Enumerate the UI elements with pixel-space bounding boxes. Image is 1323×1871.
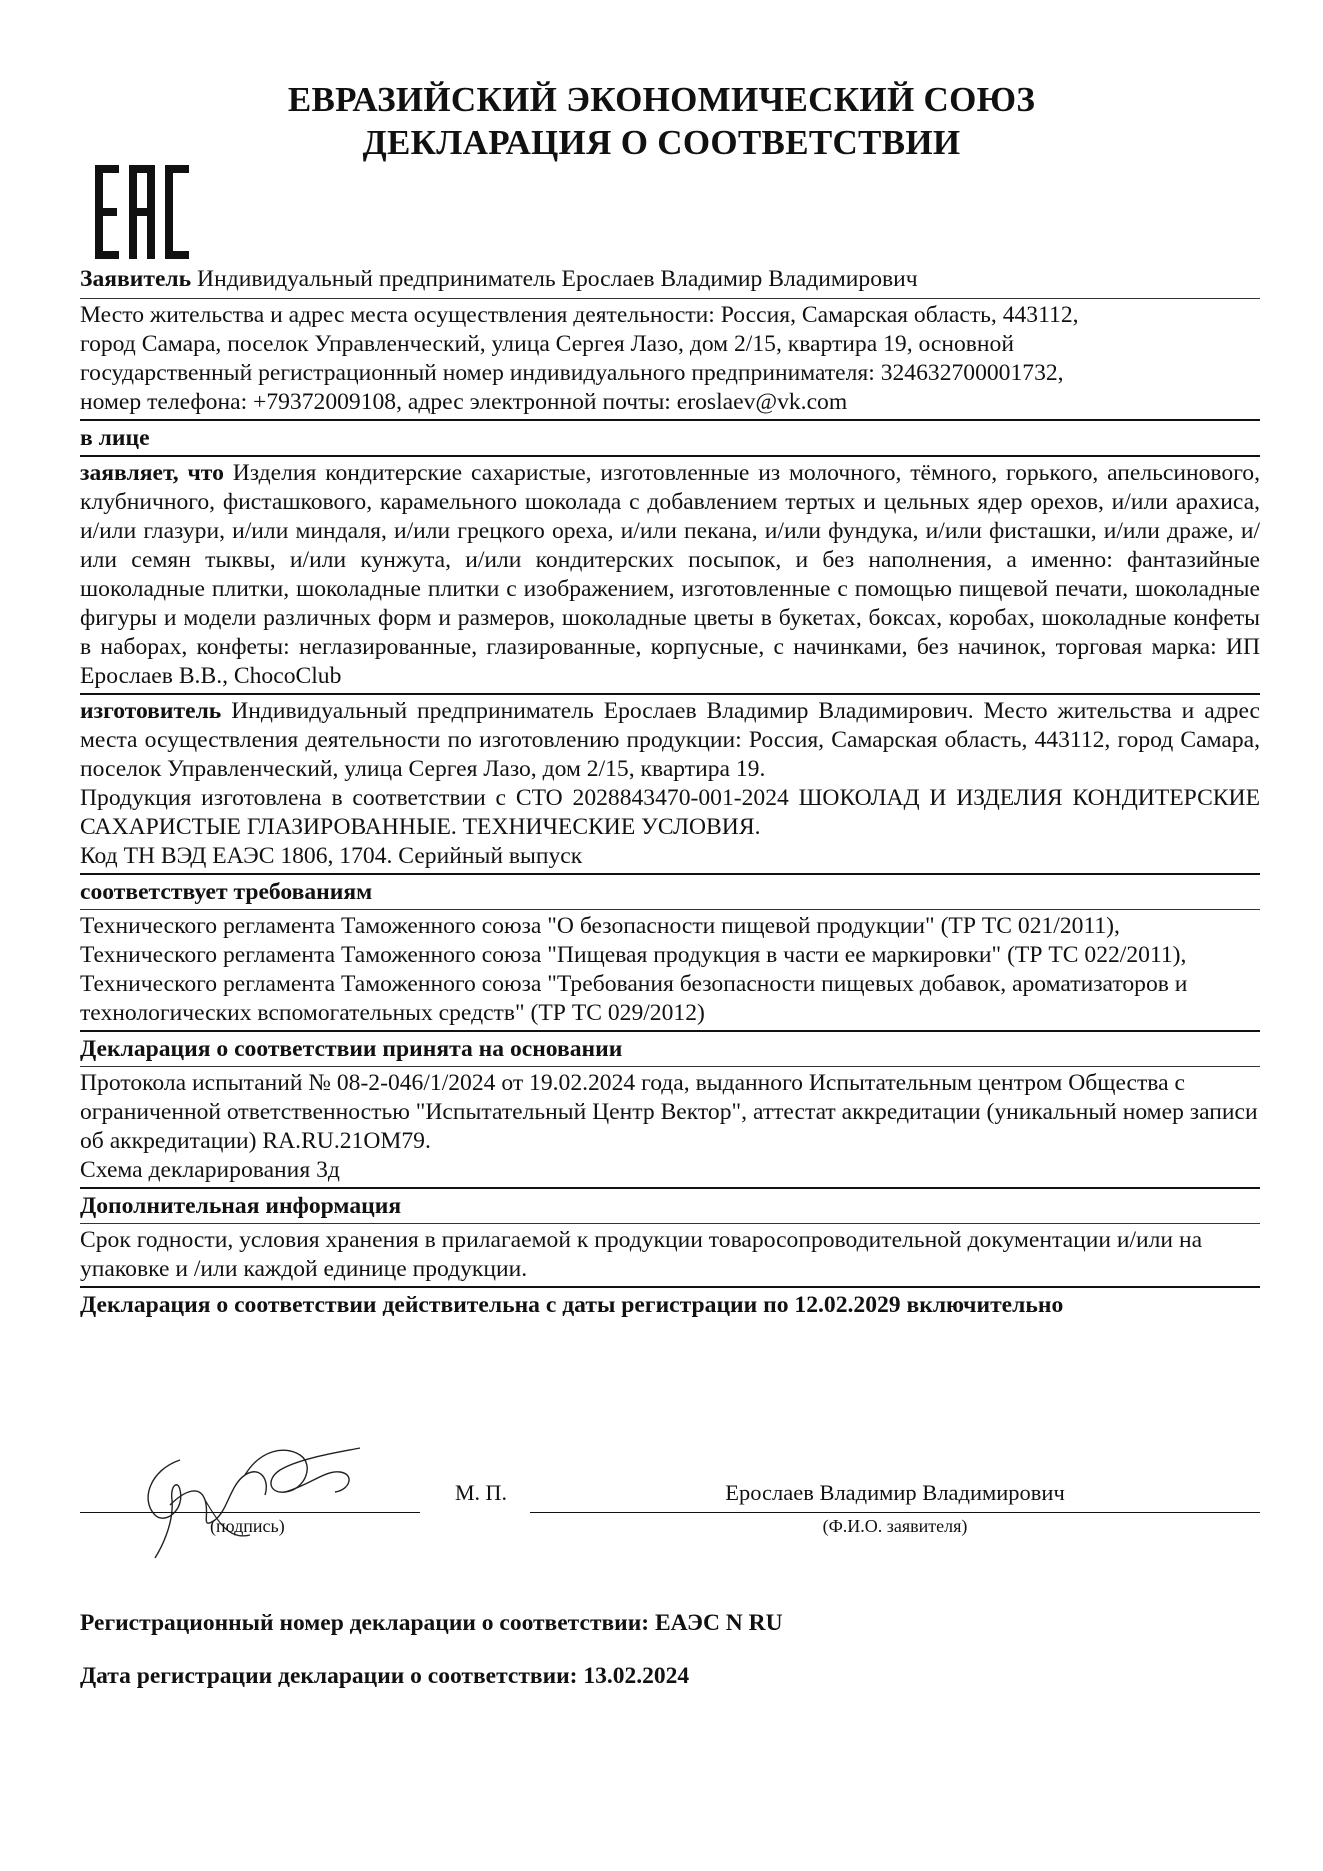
in-person-label: в лице — [80, 419, 1260, 455]
manufacturer-label: изготовитель — [80, 698, 222, 724]
validity-text: Декларация о соответствии действительна с даты регистрации по 12.02.2029 включительно — [80, 1286, 1260, 1322]
document-title: ДЕКЛАРАЦИЯ О СООТВЕТСТВИИ — [362, 123, 961, 162]
union-title: ЕВРАЗИЙСКИЙ ЭКОНОМИЧЕСКИЙ СОЮЗ — [287, 80, 1036, 119]
manufacturer-code: Код ТН ВЭД ЕАЭС 1806, 1704. Серийный выпуск — [80, 843, 583, 869]
manufacturer-text: Индивидуальный предприниматель Ерослаев Владимир Владимирович. Место жительства и адрес места осуществления деятельности по изготовлению продукции: Россия, Самарская область, 443112, город Самара, поселок Управленческий, улица Сергея Лазо, дом 2/15, квартира 19. — [80, 698, 1260, 782]
applicant-label: Заявитель — [80, 266, 192, 292]
document-header — [0, 78, 1323, 164]
signature-line — [80, 1512, 420, 1513]
additional-text: Срок годности, условия хранения в прилагаемой к продукции товаросопроводительной документации и/или на упаковке и /или каждой единице продукции. — [80, 1223, 1260, 1286]
eac-logo-icon — [95, 165, 189, 259]
applicant-section — [80, 263, 1260, 296]
handwritten-signature — [110, 1430, 430, 1570]
declares-label: заявляет, что — [80, 460, 224, 486]
basis-section — [80, 1066, 1260, 1187]
manufacturer-section — [80, 693, 1260, 873]
registration-number: Регистрационный номер декларации о соответствии: ЕАЭС N RU — [80, 1610, 783, 1636]
seal-placeholder: М. П. — [455, 1480, 507, 1505]
basis-text: Протокола испытаний № 08-2-046/1/2024 от 19.02.2024 года, выданного Испытательным центром Общества с ограниченной ответственностью "Испытательный Центр Вектор", аттестат аккредитации (уникальный номер записи об аккредитации) RA.RU.21ОМ79. — [80, 1070, 1258, 1154]
requirements-text: Технического регламента Таможенного союза "О безопасности пищевой продукции" (ТР ТС 021/2011), Технического регламента Таможенного союза "Пищевая продукция в части ее маркировки" (ТР ТС 022/2011), Технического регламента Таможенного союза "Требования безопасности пищевых добавок, ароматизаторов и технологических вспомогательных средств" (ТР ТС 029/2012) — [80, 909, 1260, 1030]
manufacturer-standard: Продукция изготовлена в соответствии с СТО 2028843470-001-2024 ШОКОЛАД И ИЗДЕЛИЯ КОНДИТЕРСКИЕ САХАРИСТЫЕ ГЛАЗИРОВАННЫЕ. ТЕХНИЧЕСКИЕ УСЛОВИЯ. — [80, 785, 1260, 840]
signature-caption: (подпись) — [210, 1516, 285, 1536]
basis-label: Декларация о соответствии принята на основании — [80, 1030, 1260, 1066]
address-section — [80, 298, 1260, 419]
applicant-name-caption: (Ф.И.О. заявителя) — [822, 1516, 968, 1536]
requirements-label: соответствует требованиям — [80, 873, 1260, 909]
address-line: государственный регистрационный номер индивидуального предпринимателя: 324632700001732, — [80, 360, 1064, 386]
address-line: Место жительства и адрес места осуществления деятельности: Россия, Самарская область, 443112, — [80, 302, 1079, 328]
basis-scheme: Схема декларирования 3д — [80, 1157, 340, 1183]
applicant-value: Индивидуальный предприниматель Ерослаев Владимир Владимирович — [197, 266, 918, 292]
applicant-name: Ерослаев Владимир Владимирович — [725, 1480, 1065, 1505]
declares-text: Изделия кондитерские сахаристые, изготовленные из молочного, тёмного, горького, апельсинового, клубничного, фисташкового, карамельного шоколада с добавлением тертых и цельных ядер орехов, и/или арахиса, и/или глазури, и/или миндаля, и/или грецкого ореха, и/или пекана, и/или фундука, и/или фисташки, и/или драже, и/или семян тыквы, и/или кунжута, и/или кондитерских посыпок, и без наполнения, а именно: фантазийные шоколадные плитки, шоколадные плитки с изображением, изготовленные с помощью пищевой печати, шоколадные фигуры и модели различных форм и размеров, шоколадные цветы в букетах, боксах, коробах, шоколадные конфеты в наборах, конфеты: неглазированные, глазированные, корпусные, с начинками, без начинок, торговая марка: ИП Ерослаев В.В., ChocoClub — [80, 460, 1260, 689]
address-line: номер телефона: +79372009108, адрес электронной почты: eroslaev@vk.com — [80, 389, 848, 415]
declares-section — [80, 455, 1260, 693]
registration-date: Дата регистрации декларации о соответствии: 13.02.2024 — [80, 1663, 690, 1689]
address-line: город Самара, поселок Управленческий, улица Сергея Лазо, дом 2/15, квартира 19, основной — [80, 331, 1014, 357]
signature-block — [80, 1440, 1260, 1560]
additional-label: Дополнительная информация — [80, 1187, 1260, 1223]
manufacturer-paragraph — [80, 697, 1260, 784]
declaration-body — [80, 263, 1260, 1322]
applicant-name-line — [530, 1512, 1260, 1513]
